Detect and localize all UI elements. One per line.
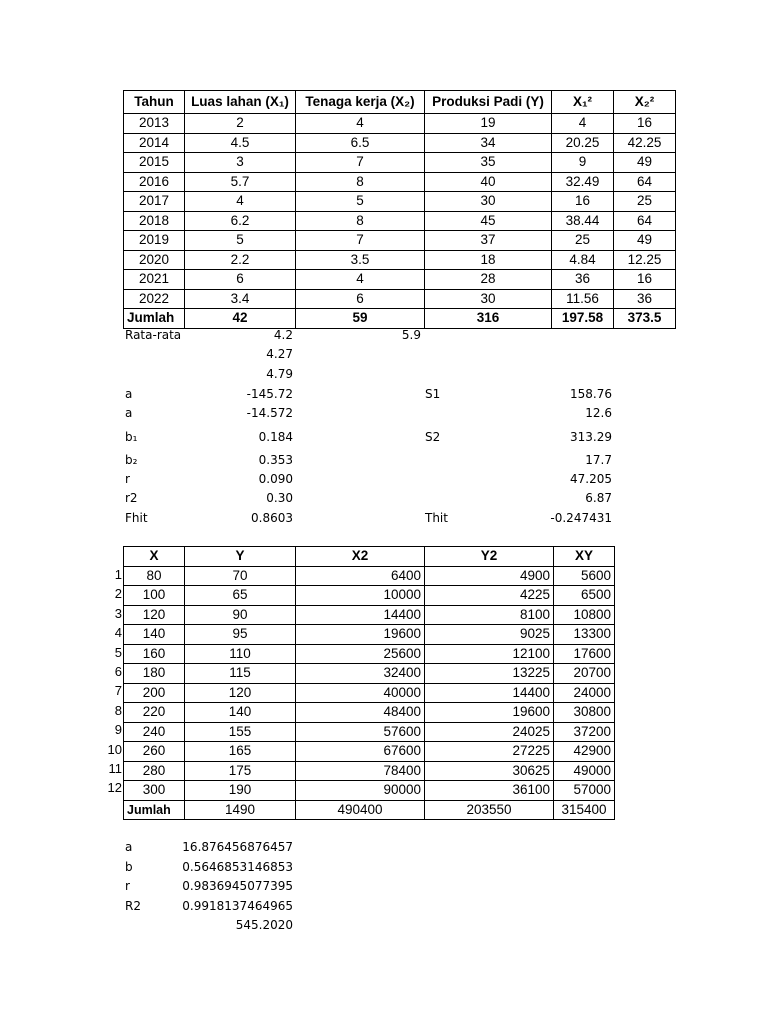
- cell-y: 155: [185, 722, 296, 742]
- cell-y2: 30625: [425, 761, 554, 781]
- total-row: [124, 800, 615, 820]
- stat-value: 545.2020: [235, 918, 293, 932]
- reg-a-label: a: [125, 840, 133, 854]
- cell-tahun: 2014: [124, 133, 185, 153]
- cell-x2: 25600: [296, 644, 425, 664]
- reg-b-value: 0.5646853146853: [182, 860, 293, 874]
- cell-x1-squared: 11.56: [552, 289, 614, 309]
- row-number: 10: [107, 741, 122, 757]
- cell-tahun: 2015: [124, 153, 185, 173]
- cell-tahun: 2021: [124, 270, 185, 290]
- table-row: [124, 133, 676, 153]
- cell-luas-lahan: 6: [185, 270, 296, 290]
- cell-y: 65: [185, 586, 296, 606]
- thit-label: Thit: [425, 511, 448, 525]
- cell-xy: 24000: [554, 683, 615, 703]
- reg-r-label: r: [125, 879, 130, 893]
- header-y: Y: [185, 547, 296, 567]
- cell-x2-squared: 49: [614, 153, 676, 173]
- production-table-header: [124, 91, 676, 114]
- cell-y2: 14400: [425, 683, 554, 703]
- row-number: 4: [114, 625, 122, 641]
- cell-x2-squared: 25: [614, 192, 676, 212]
- s1-label: S1: [425, 387, 441, 401]
- cell-tenaga-kerja: 59: [296, 309, 425, 329]
- cell-xy: 6500: [554, 586, 615, 606]
- reg-r2-label: R2: [125, 899, 141, 913]
- cell-xy: 13300: [554, 625, 615, 645]
- cell-y: 120: [185, 683, 296, 703]
- row-number: 3: [114, 605, 122, 621]
- cell-xy: 17600: [554, 644, 615, 664]
- stat-value: 4.27: [266, 347, 293, 361]
- cell-x2: 40000: [296, 683, 425, 703]
- cell-x1-squared: 197.58: [552, 309, 614, 329]
- fhit-label: Fhit: [125, 511, 148, 525]
- row-number: 2: [114, 586, 122, 602]
- cell-x: 120: [124, 605, 185, 625]
- cell-x2: 19600: [296, 625, 425, 645]
- cell-x2: 490400: [296, 800, 425, 820]
- cell-x2-squared: 42.25: [614, 133, 676, 153]
- cell-tenaga-kerja: 6: [296, 289, 425, 309]
- cell-tahun: 2022: [124, 289, 185, 309]
- cell-luas-lahan: 2: [185, 114, 296, 134]
- cell-tenaga-kerja: 7: [296, 231, 425, 251]
- cell-xy: 315400: [554, 800, 615, 820]
- table-row: [124, 211, 676, 231]
- cell-xy: 57000: [554, 781, 615, 801]
- row-number: 12: [107, 780, 122, 796]
- cell-tenaga-kerja: 6.5: [296, 133, 425, 153]
- r-value: 0.090: [258, 472, 293, 486]
- xy-table: [123, 546, 615, 820]
- cell-x: Jumlah: [124, 800, 185, 820]
- cell-produksi: 28: [425, 270, 552, 290]
- cell-tahun: 2013: [124, 114, 185, 134]
- cell-tenaga-kerja: 3.5: [296, 250, 425, 270]
- cell-tenaga-kerja: 8: [296, 172, 425, 192]
- cell-x: 220: [124, 703, 185, 723]
- table-row: [124, 250, 676, 270]
- thit-value: -0.247431: [550, 511, 612, 525]
- header-tahun: Tahun: [124, 91, 185, 114]
- cell-y2: 8100: [425, 605, 554, 625]
- cell-x: 140: [124, 625, 185, 645]
- table-row: [124, 586, 615, 606]
- cell-xy: 37200: [554, 722, 615, 742]
- cell-xy: 42900: [554, 742, 615, 762]
- cell-y: 140: [185, 703, 296, 723]
- production-table: [123, 90, 676, 329]
- cell-x: 160: [124, 644, 185, 664]
- cell-x1-squared: 20.25: [552, 133, 614, 153]
- header-x2-squared: X₂²: [614, 91, 676, 114]
- cell-y: 175: [185, 761, 296, 781]
- a2-label: a: [125, 406, 133, 420]
- xy-table-header: [124, 547, 615, 567]
- header-produksi-padi: Produksi Padi (Y): [425, 91, 552, 114]
- cell-y2: 13225: [425, 664, 554, 684]
- cell-xy: 49000: [554, 761, 615, 781]
- s2-label: S2: [425, 430, 441, 444]
- table-row: [124, 270, 676, 290]
- cell-x2-squared: 36: [614, 289, 676, 309]
- cell-x1-squared: 9: [552, 153, 614, 173]
- table-row: [124, 566, 615, 586]
- cell-y: 165: [185, 742, 296, 762]
- cell-xy: 10800: [554, 605, 615, 625]
- cell-produksi: 34: [425, 133, 552, 153]
- rata-rata-x2: 5.9: [401, 328, 421, 342]
- fhit-value: 0.8603: [251, 511, 293, 525]
- cell-x: 300: [124, 781, 185, 801]
- cell-x: 80: [124, 566, 185, 586]
- cell-produksi: 316: [425, 309, 552, 329]
- cell-produksi: 19: [425, 114, 552, 134]
- cell-tahun: Jumlah: [124, 309, 185, 329]
- cell-produksi: 30: [425, 192, 552, 212]
- cell-tahun: 2020: [124, 250, 185, 270]
- cell-tenaga-kerja: 4: [296, 270, 425, 290]
- stat-value: 47.205: [570, 472, 612, 486]
- table-row: [124, 644, 615, 664]
- header-x1-squared: X₁²: [552, 91, 614, 114]
- b2-label: b₂: [125, 453, 138, 467]
- cell-x2-squared: 64: [614, 172, 676, 192]
- cell-x2-squared: 49: [614, 231, 676, 251]
- cell-luas-lahan: 4.5: [185, 133, 296, 153]
- cell-produksi: 30: [425, 289, 552, 309]
- table-row: [124, 172, 676, 192]
- cell-tahun: 2016: [124, 172, 185, 192]
- cell-produksi: 18: [425, 250, 552, 270]
- table-row: [124, 605, 615, 625]
- cell-x: 240: [124, 722, 185, 742]
- cell-tahun: 2019: [124, 231, 185, 251]
- row-number: 1: [114, 567, 122, 582]
- row-number: 6: [114, 664, 122, 679]
- cell-x1-squared: 32.49: [552, 172, 614, 192]
- table-row: [124, 664, 615, 684]
- r2-value: 0.30: [266, 491, 293, 505]
- total-row: [124, 309, 676, 329]
- cell-y2: 36100: [425, 781, 554, 801]
- row-number: 5: [114, 644, 122, 660]
- cell-y2: 12100: [425, 644, 554, 664]
- cell-x: 280: [124, 761, 185, 781]
- cell-luas-lahan: 3: [185, 153, 296, 173]
- cell-tenaga-kerja: 7: [296, 153, 425, 173]
- row-number: 8: [114, 702, 122, 718]
- cell-x: 100: [124, 586, 185, 606]
- cell-y2: 4900: [425, 566, 554, 586]
- cell-x: 200: [124, 683, 185, 703]
- header-x2: X2: [296, 547, 425, 567]
- rata-rata-label: Rata-rata: [125, 328, 182, 342]
- s2-value-2: 17.7: [585, 453, 612, 467]
- cell-x1-squared: 38.44: [552, 211, 614, 231]
- rata-rata-x1: 4.2: [273, 328, 293, 342]
- header-luas-lahan: Luas lahan (X₁): [185, 91, 296, 114]
- cell-y2: 27225: [425, 742, 554, 762]
- cell-x2-squared: 373.5: [614, 309, 676, 329]
- cell-produksi: 35: [425, 153, 552, 173]
- table-row: [124, 289, 676, 309]
- cell-x2: 78400: [296, 761, 425, 781]
- header-xy: XY: [554, 547, 615, 567]
- cell-x2: 6400: [296, 566, 425, 586]
- cell-produksi: 37: [425, 231, 552, 251]
- table-row: [124, 231, 676, 251]
- header-tenaga-kerja: Tenaga kerja (X₂): [296, 91, 425, 114]
- cell-x2: 10000: [296, 586, 425, 606]
- cell-produksi: 45: [425, 211, 552, 231]
- stat-value: 6.87: [585, 491, 612, 505]
- cell-x1-squared: 4.84: [552, 250, 614, 270]
- table-row: [124, 703, 615, 723]
- cell-xy: 20700: [554, 664, 615, 684]
- s1-value-2: 12.6: [585, 406, 612, 420]
- cell-tahun: 2017: [124, 192, 185, 212]
- b1-label: b₁: [125, 430, 138, 444]
- cell-x1-squared: 36: [552, 270, 614, 290]
- cell-x2-squared: 12.25: [614, 250, 676, 270]
- stat-value: 4.79: [266, 367, 293, 381]
- cell-y: 115: [185, 664, 296, 684]
- cell-luas-lahan: 5.7: [185, 172, 296, 192]
- table-row: [124, 683, 615, 703]
- a1-label: a: [125, 387, 133, 401]
- reg-r2-value: 0.9918137464965: [182, 899, 293, 913]
- cell-luas-lahan: 42: [185, 309, 296, 329]
- cell-x2-squared: 16: [614, 270, 676, 290]
- cell-luas-lahan: 3.4: [185, 289, 296, 309]
- cell-xy: 30800: [554, 703, 615, 723]
- cell-y: 90: [185, 605, 296, 625]
- cell-x2: 90000: [296, 781, 425, 801]
- table-row: [124, 742, 615, 762]
- cell-luas-lahan: 4: [185, 192, 296, 212]
- r2-label: r2: [125, 491, 138, 505]
- cell-xy: 5600: [554, 566, 615, 586]
- cell-x2: 57600: [296, 722, 425, 742]
- row-number: 9: [114, 722, 122, 738]
- cell-y2: 203550: [425, 800, 554, 820]
- cell-x2-squared: 64: [614, 211, 676, 231]
- cell-y: 190: [185, 781, 296, 801]
- table-row: [124, 761, 615, 781]
- row-number: 11: [108, 761, 122, 776]
- r-label: r: [125, 472, 130, 486]
- cell-x2: 14400: [296, 605, 425, 625]
- cell-x: 260: [124, 742, 185, 762]
- b2-value: 0.353: [258, 453, 293, 467]
- reg-r-value: 0.9836945077395: [182, 879, 293, 893]
- cell-tenaga-kerja: 5: [296, 192, 425, 212]
- cell-x1-squared: 4: [552, 114, 614, 134]
- header-x: X: [124, 547, 185, 567]
- table-row: [124, 781, 615, 801]
- cell-x2: 48400: [296, 703, 425, 723]
- cell-x2: 67600: [296, 742, 425, 762]
- cell-luas-lahan: 5: [185, 231, 296, 251]
- table-row: [124, 722, 615, 742]
- reg-a-value: 16.876456876457: [182, 840, 293, 854]
- cell-y: 1490: [185, 800, 296, 820]
- cell-y2: 24025: [425, 722, 554, 742]
- table-row: [124, 114, 676, 134]
- s2-value: 313.29: [570, 430, 612, 444]
- cell-y: 70: [185, 566, 296, 586]
- s1-value: 158.76: [570, 387, 612, 401]
- cell-y2: 19600: [425, 703, 554, 723]
- table-row: [124, 625, 615, 645]
- cell-tenaga-kerja: 4: [296, 114, 425, 134]
- reg-b-label: b: [125, 860, 133, 874]
- cell-tenaga-kerja: 8: [296, 211, 425, 231]
- header-y2: Y2: [425, 547, 554, 567]
- cell-x: 180: [124, 664, 185, 684]
- cell-y2: 4225: [425, 586, 554, 606]
- cell-y: 95: [185, 625, 296, 645]
- cell-x2-squared: 16: [614, 114, 676, 134]
- cell-x2: 32400: [296, 664, 425, 684]
- a1-value: -145.72: [246, 387, 293, 401]
- table-row: [124, 192, 676, 212]
- cell-produksi: 40: [425, 172, 552, 192]
- b1-value: 0.184: [258, 430, 293, 444]
- cell-luas-lahan: 2.2: [185, 250, 296, 270]
- cell-tahun: 2018: [124, 211, 185, 231]
- cell-x1-squared: 16: [552, 192, 614, 212]
- cell-luas-lahan: 6.2: [185, 211, 296, 231]
- cell-y: 110: [185, 644, 296, 664]
- a2-value: -14.572: [246, 406, 293, 420]
- row-number: 7: [114, 683, 122, 699]
- cell-y2: 9025: [425, 625, 554, 645]
- cell-x1-squared: 25: [552, 231, 614, 251]
- table-row: [124, 153, 676, 173]
